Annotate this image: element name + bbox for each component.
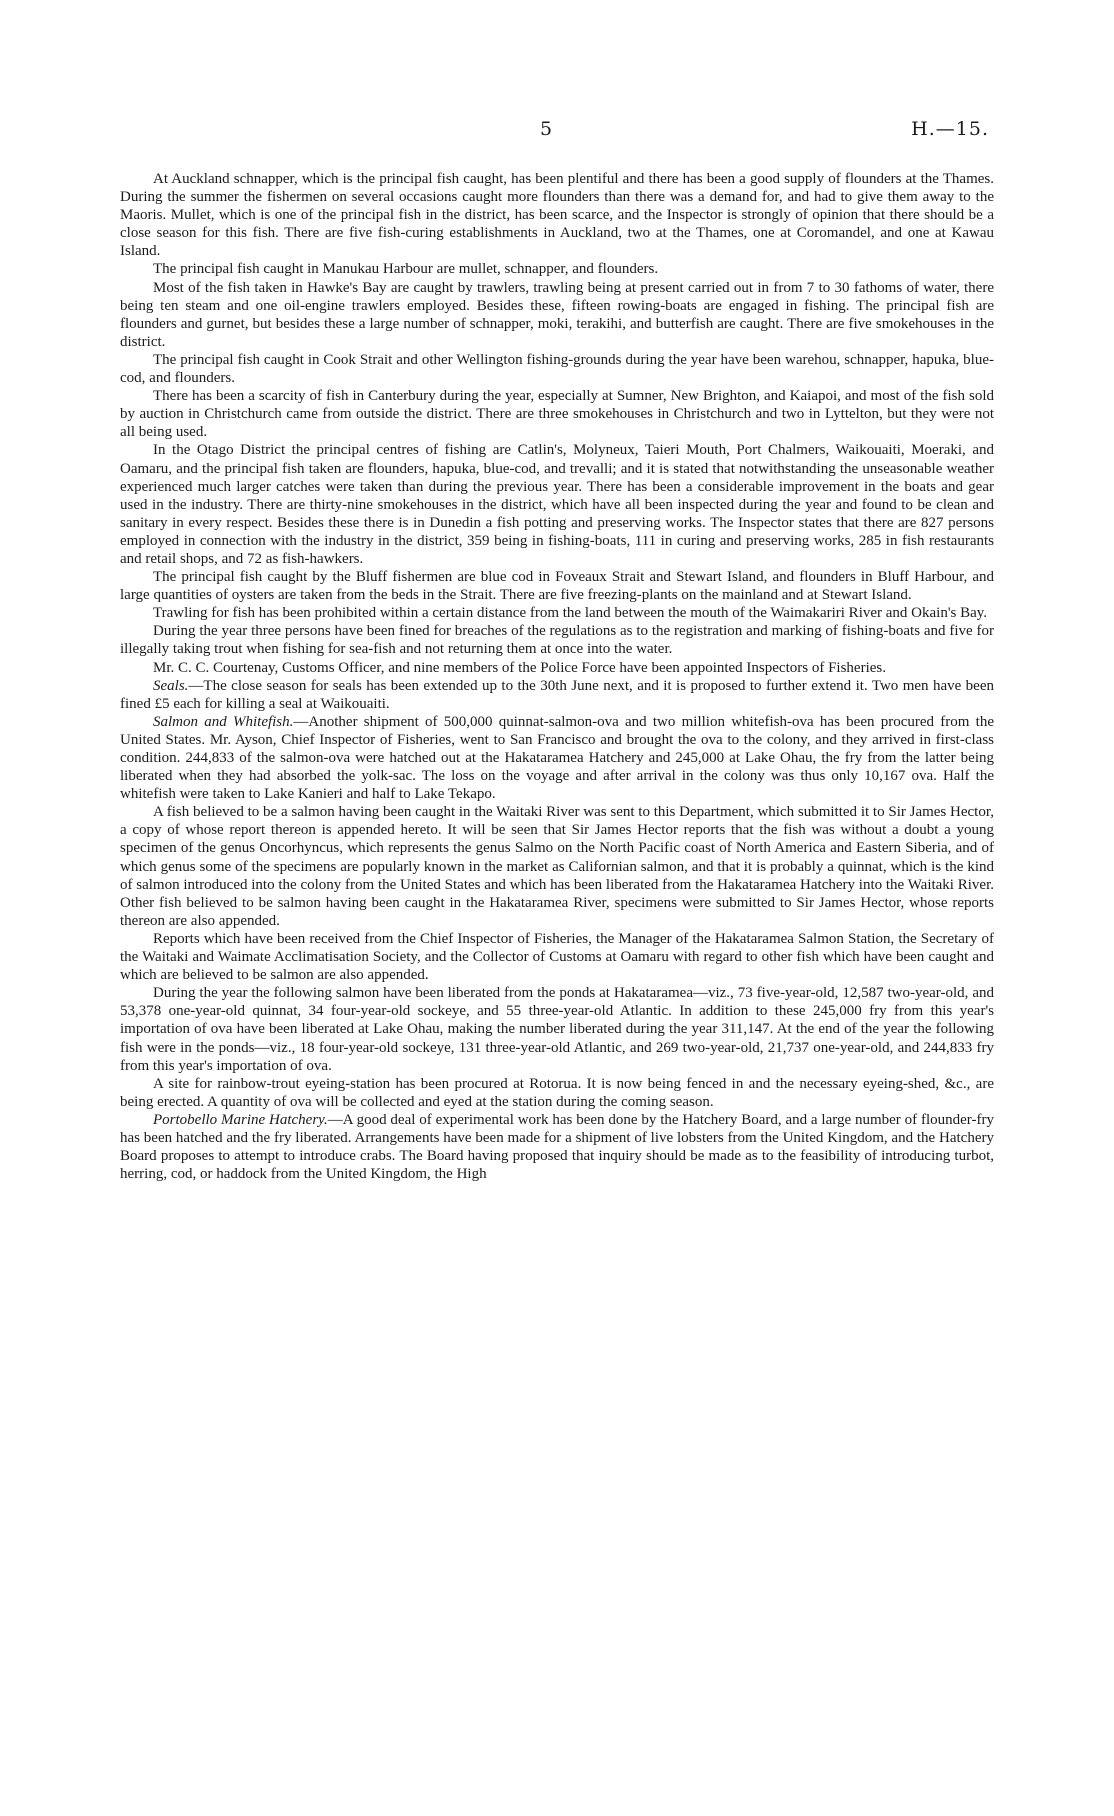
paragraph-portobello: Portobello Marine Hatchery.—A good deal of experimental work has been done by the Hatchery Board, and a large number of flounder-fry has been hatched and the fry liberated. Arrangements have been made for a shipment of live lobsters from the United Kingdom, and the Hatchery Board proposes to attempt to introduce crabs. The Board having proposed that inquiry should be made as to the feasibility of introducing turbot, herring, cod, or haddock from the United Kingdom, the High: [120, 1111, 994, 1183]
section-heading: Seals.: [153, 677, 189, 694]
paragraph-trawling: Trawling for fish has been prohibited within a certain distance from the land between the mouth of the Waimakariri River and Okain's Bay.: [153, 605, 988, 622]
paragraph-bluff: The principal fish caught by the Bluff fishermen are blue cod in Foveaux Strait and Stewart Island, and flounders in Bluff Harbour, and large quantities of oysters are taken from the beds in the Strait. There are five freezing-plants on the mainland and at Stewart Island.: [120, 569, 994, 604]
paragraph-waitaki-salmon: A fish believed to be a salmon having been caught in the Waitaki River was sent to this Department, which submitted it to Sir James Hector, a copy of whose report thereon is appended hereto. It will be seen that Sir James Hector reports that the fish was without a doubt a young specimen of the genus Oncorhyncus, which represents the genus Salmo on the North Pacific coast of North America and Eastern Siberia, and of which genus some of the specimens are popularly known in the market as Californian salmon, and that it is probably a quinnat, which is the kind of salmon introduced into the colony from the United States and which has been liberated from the Hakataramea Hatchery into the Waitaki River. Other fish believed to be salmon having been caught in the Hakataramea River, specimens were submitted to Sir James Hector, whose reports thereon are also appended.: [120, 804, 994, 929]
paragraph-fines: During the year three persons have been fined for breaches of the regulations as to the registration and marking of fishing-boats and five for illegally taking trout when fishing for sea-fish and not returning them at once into the water.: [120, 623, 994, 658]
section-heading: Portobello Marine Hatchery.: [153, 1111, 328, 1128]
paragraph-rotorua: A site for rainbow-trout eyeing-station has been procured at Rotorua. It is now being fenced in and the necessary eyeing-shed, &c., are being erected. A quantity of ova will be collected and eyed at the station during the coming season.: [120, 1075, 994, 1110]
paragraph-canterbury: There has been a scarcity of fish in Canterbury during the year, especially at Sumner, New Brighton, and Kaiapoi, and most of the fish sold by auction in Christchurch came from outside the district. There are three smokehouses in Christchurch and two in Lyttelton, but they were not all being used.: [120, 388, 994, 441]
section-heading: Salmon and Whitefish.: [153, 713, 294, 730]
document-reference: H.—15.: [911, 118, 989, 140]
paragraph-inspectors: Mr. C. C. Courtenay, Customs Officer, and nine members of the Police Force have been appointed Inspectors of Fisheries.: [153, 659, 886, 676]
paragraph-manukau: The principal fish caught in Manukau Harbour are mullet, schnapper, and flounders.: [153, 261, 659, 278]
paragraph-salmon-whitefish: Salmon and Whitefish.—Another shipment of 500,000 quinnat-salmon-ova and two million whitefish-ova has been procured from the United States. Mr. Ayson, Chief Inspector of Fisheries, went to San Francisco and brought the ova to the colony, and they arrived in first-class condition. 244,833 of the salmon-ova were hatched out at the Hakataramea Hatchery and 245,000 at Lake Ohau, the fry from the latter being liberated when they had absorbed the yolk-sac. The loss on the voyage and after arrival in the colony was thus only 10,167 ova. Half the whitefish were taken to Lake Kanieri and half to Lake Tekapo.: [120, 713, 994, 803]
paragraph-hawkes-bay: Most of the fish taken in Hawke's Bay are caught by trawlers, trawling being at present carried out in from 7 to 30 fathoms of water, there being ten steam and one oil-engine trawlers employed. Besides these, fifteen rowing-boats are engaged in fishing. The principal fish are flounders and gurnet, but besides these a large number of schnapper, moki, terakihi, and butterfish are caught. There are five smokehouses in the district.: [120, 279, 994, 350]
paragraph-seals: Seals.—The close season for seals has been extended up to the 30th June next, and it is proposed to further extend it. Two men have been fined £5 each for killing a seal at Waikouaiti.: [120, 677, 994, 712]
paragraph-otago: In the Otago District the principal centres of fishing are Catlin's, Molyneux, Taieri Mouth, Port Chalmers, Waikouaiti, Moeraki, and Oamaru, and the principal fish taken are flounders, hapuka, blue-cod, and trevalli; and it is stated that notwithstanding the unseasonable weather experienced much larger catches were taken than during the previous year. There has been a considerable improvement in the boats and gear used in the industry. There are thirty-nine smokehouses in the district, which have all been inspected during the year and found to be clean and sanitary in every respect. Besides these there is in Dunedin a fish potting and preserving works. The Inspector states that there are 827 persons employed in connection with the industry in the district, 359 being in fishing-boats, 111 in curing and preserving works, 285 in fish restaurants and retail shops, and 72 as fish-hawkers.: [120, 442, 994, 567]
paragraph-auckland: At Auckland schnapper, which is the principal fish caught, has been plentiful and there has been a good supply of flounders at the Thames. During the summer the fishermen on several occasions caught more flounders than there was a demand for, and had to give them away to the Maoris. Mullet, which is one of the principal fish in the district, has been scarce, and the Inspector is strongly of opinion that there should be a close season for this fish. There are five fish-curing establishments in Auckland, two at the Thames, one at Coromandel, and one at Kawau Island.: [120, 171, 994, 260]
paragraph-reports: Reports which have been received from the Chief Inspector of Fisheries, the Manager of the Hakataramea Salmon Station, the Secretary of the Waitaki and Waimate Acclimatisation Society, and the Collector of Customs at Oamaru with regard to other fish which have been caught and which are believed to be salmon are also appended.: [120, 930, 994, 984]
page-number: 5: [540, 118, 554, 140]
body-text: [120, 170, 994, 1183]
paragraph-cook-strait: The principal fish caught in Cook Strait and other Wellington fishing-grounds during the year have been warehou, schnapper, hapuka, blue-cod, and flounders.: [120, 351, 994, 387]
paragraph-liberated-salmon: During the year the following salmon have been liberated from the ponds at Hakataramea—viz., 73 five-year-old, 12,587 two-year-old, and 53,378 one-year-old quinnat, 34 four-year-old sockeye, and 55 three-year-old Atlantic. In addition to these 245,000 fry from this year's importation of ova have been liberated at Lake Ohau, making the number liberated during the year 311,147. At the end of the year the following fish were in the ponds—viz., 18 four-year-old sockeye, 131 three-year-old Atlantic, and 269 two-year-old, 21,737 one-year-old, and 244,833 fry from this year's importation of ova.: [120, 985, 994, 1074]
